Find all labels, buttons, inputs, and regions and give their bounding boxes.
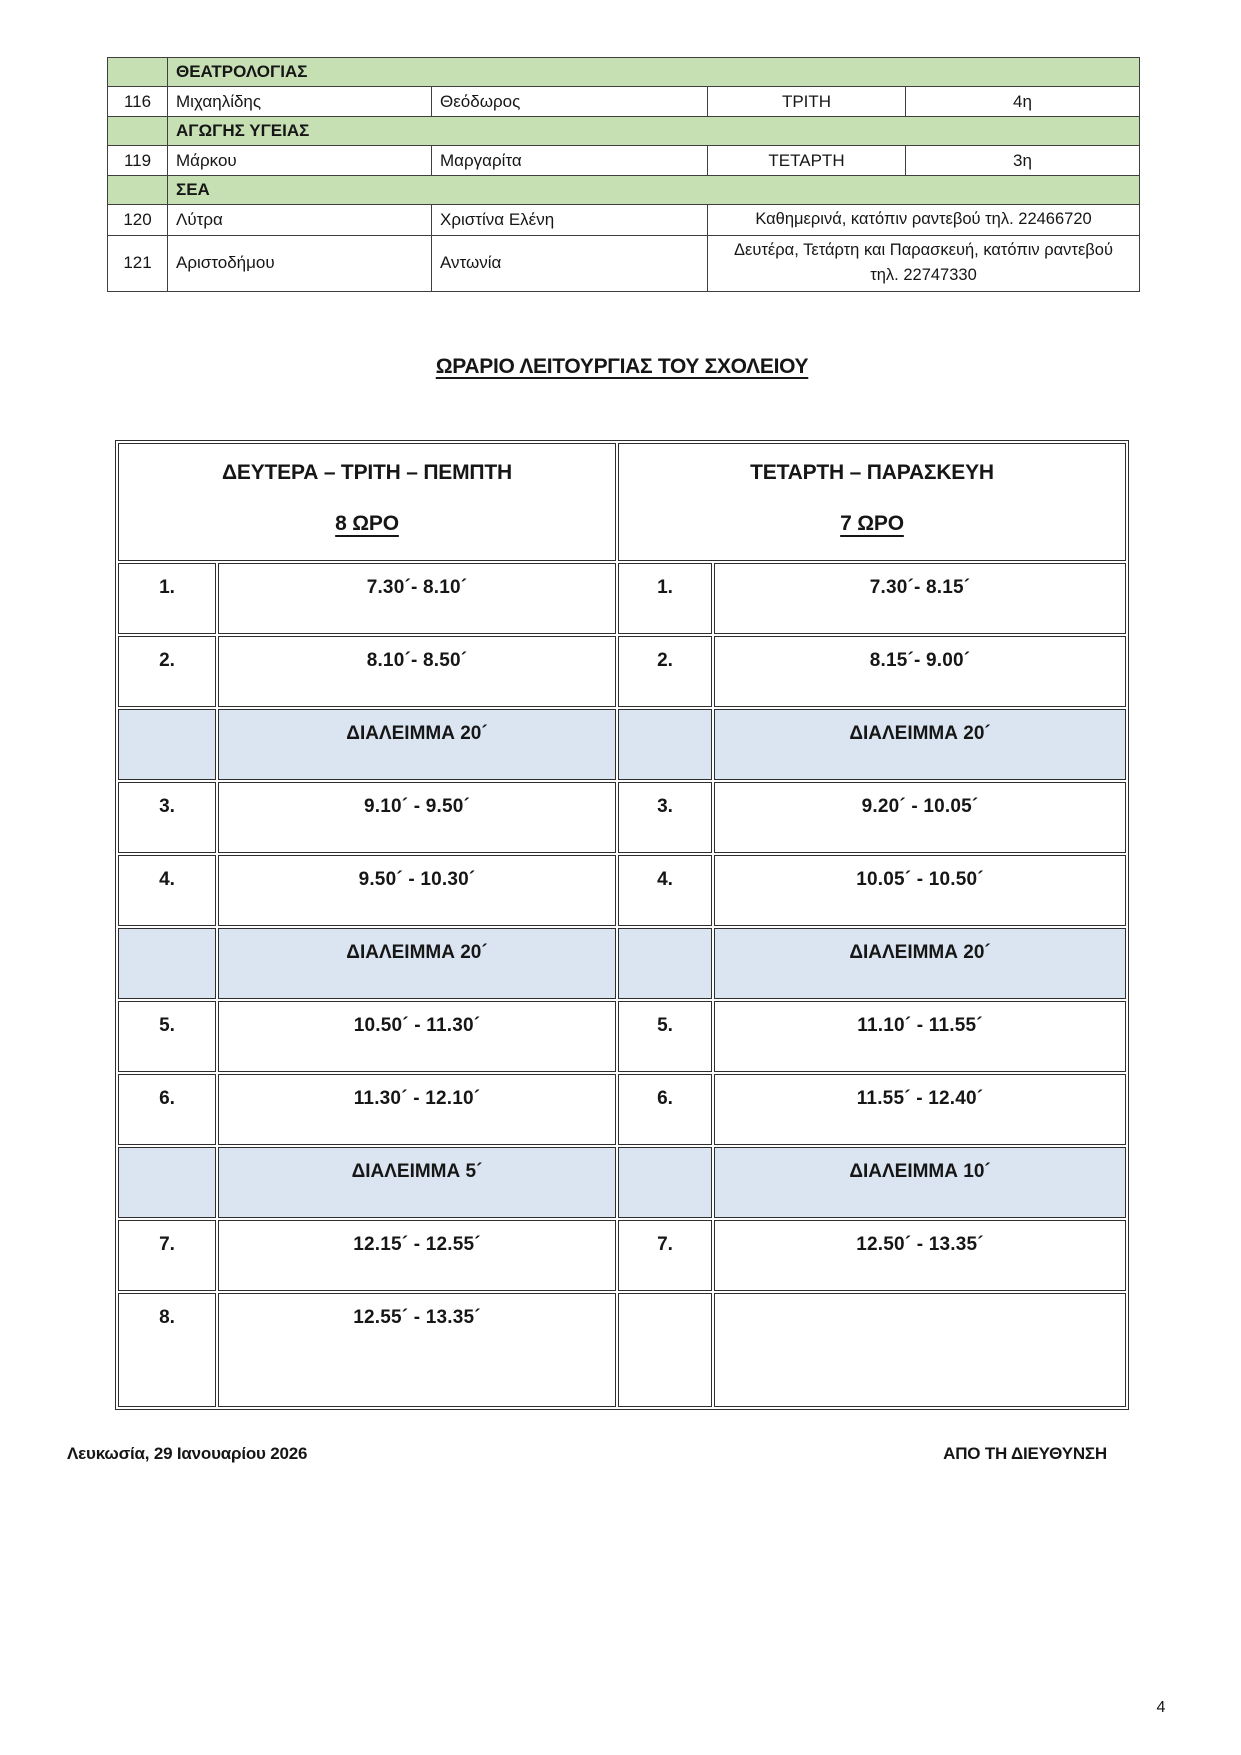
period-time-cell: 11.30´ - 12.10´ [218,1074,616,1145]
break-label-cell: ΔΙΑΛΕΙΜΜΑ 20´ [714,928,1126,999]
period-number-cell: 2. [618,636,712,707]
staff-surname-cell: Αριστοδήμου [168,235,432,291]
period-time-cell: 9.50´ - 10.30´ [218,855,616,926]
schedule-break-row [118,1147,1126,1218]
staff-id-cell: 120 [108,205,168,236]
staff-row [108,87,1140,117]
period-time-cell: 12.55´ - 13.35´ [218,1293,616,1407]
break-empty-cell [118,709,216,780]
staff-firstname-cell: Χριστίνα Ελένη [432,205,708,236]
period-number-cell: 3. [618,782,712,853]
break-label-cell: ΔΙΑΛΕΙΜΜΑ 20´ [218,709,616,780]
schedule-period-row [118,636,1126,707]
period-number-cell: 3. [118,782,216,853]
staff-row [108,205,1140,236]
schedule-period-row [118,1074,1126,1145]
hours-label: 7 ΩΡΟ [840,512,904,535]
day-range-label: ΔΕΥΤΕΡΑ – ΤΡΙΤΗ – ΠΕΜΠΤΗ [222,461,512,484]
day-range-label: ΤΕΤΑΡΤΗ – ΠΑΡΑΣΚΕΥΗ [750,461,994,484]
break-label-cell: ΔΙΑΛΕΙΜΜΑ 10´ [714,1147,1126,1218]
schedule-break-row [118,928,1126,999]
period-time-cell: 8.15´- 9.00´ [714,636,1126,707]
staff-section-blank-cell [108,117,168,146]
staff-section-title: ΘΕΑΤΡΟΛΟΓΙΑΣ [168,58,1140,87]
hours-label-wrap [120,512,614,536]
period-number-cell: 5. [118,1001,216,1072]
break-empty-cell [118,928,216,999]
schedule-table [115,440,1129,1410]
staff-row [108,235,1140,291]
period-number-cell: 5. [618,1001,712,1072]
period-time-cell: 9.20´ - 10.05´ [714,782,1126,853]
staff-firstname-cell: Αντωνία [432,235,708,291]
period-time-cell: 11.55´ - 12.40´ [714,1074,1126,1145]
staff-section-blank-cell [108,176,168,205]
staff-day-cell: ΤΕΤΑΡΤΗ [708,146,906,176]
footer-place-date: Λευκωσία, 29 Ιανουαρίου 2026 [67,1444,308,1463]
break-empty-cell [618,1147,712,1218]
page-number: 4 [1156,1699,1166,1716]
staff-surname-cell: Μάρκου [168,146,432,176]
break-empty-cell [618,928,712,999]
staff-period-cell: 4η [906,87,1140,117]
schedule-period-row [118,1220,1126,1291]
staff-availability-cell: Καθημερινά, κατόπιν ραντεβού τηλ. 22466720 [708,205,1140,236]
period-number-cell: 4. [618,855,712,926]
period-time-cell: 12.15´ - 12.55´ [218,1220,616,1291]
period-number-cell: 2. [118,636,216,707]
period-number-cell: 7. [118,1220,216,1291]
period-number-cell [618,1293,712,1407]
period-number-cell: 1. [618,563,712,634]
staff-surname-cell: Λύτρα [168,205,432,236]
schedule-period-row [118,1293,1126,1407]
footer-signature: ΑΠΟ ΤΗ ΔΙΕΥΘΥΝΣΗ [943,1444,1107,1463]
staff-day-cell: ΤΡΙΤΗ [708,87,906,117]
hours-label: 8 ΩΡΟ [335,512,399,535]
staff-firstname-cell: Μαργαρίτα [432,146,708,176]
period-number-cell: 6. [118,1074,216,1145]
period-time-cell [714,1293,1126,1407]
period-number-cell: 4. [118,855,216,926]
schedule-period-row [118,855,1126,926]
staff-section-row [108,117,1140,146]
break-label-cell: ΔΙΑΛΕΙΜΜΑ 5´ [218,1147,616,1218]
period-time-cell: 9.10´ - 9.50´ [218,782,616,853]
staff-table [107,57,1140,292]
break-label-cell: ΔΙΑΛΕΙΜΜΑ 20´ [218,928,616,999]
period-number-cell: 6. [618,1074,712,1145]
staff-firstname-cell: Θεόδωρος [432,87,708,117]
period-time-cell: 10.05´ - 10.50´ [714,855,1126,926]
schedule-break-row [118,709,1126,780]
period-time-cell: 10.50´ - 11.30´ [218,1001,616,1072]
staff-id-cell: 121 [108,235,168,291]
break-empty-cell [118,1147,216,1218]
staff-id-cell: 119 [108,146,168,176]
staff-surname-cell: Μιχαηλίδης [168,87,432,117]
hours-label-wrap [620,512,1124,536]
staff-row [108,146,1140,176]
period-time-cell: 8.10´- 8.50´ [218,636,616,707]
period-number-cell: 8. [118,1293,216,1407]
page-title: ΩΡΑΡΙΟ ΛΕΙΤΟΥΡΓΙΑΣ ΤΟΥ ΣΧΟΛΕΙΟΥ [435,355,809,378]
schedule-period-row [118,1001,1126,1072]
period-time-cell: 12.50´ - 13.35´ [714,1220,1126,1291]
schedule-period-row [118,563,1126,634]
staff-period-cell: 3η [906,146,1140,176]
staff-section-title: ΑΓΩΓΗΣ ΥΓΕΙΑΣ [168,117,1140,146]
period-time-cell: 11.10´ - 11.55´ [714,1001,1126,1072]
break-empty-cell [618,709,712,780]
staff-id-cell: 116 [108,87,168,117]
schedule-header-right [618,443,1126,561]
staff-availability-cell: Δευτέρα, Τετάρτη και Παρασκευή, κατόπιν ραντεβού τηλ. 22747330 [708,235,1140,291]
staff-section-blank-cell [108,58,168,87]
period-number-cell: 1. [118,563,216,634]
footer [67,1444,1107,1464]
period-time-cell: 7.30´- 8.15´ [714,563,1126,634]
period-time-cell: 7.30´- 8.10´ [218,563,616,634]
schedule-header-row [118,443,1126,561]
staff-section-row [108,176,1140,205]
schedule-header-left [118,443,616,561]
period-number-cell: 7. [618,1220,712,1291]
staff-section-title: ΣΕΑ [168,176,1140,205]
break-label-cell: ΔΙΑΛΕΙΜΜΑ 20´ [714,709,1126,780]
schedule-period-row [118,782,1126,853]
staff-section-row [108,58,1140,87]
